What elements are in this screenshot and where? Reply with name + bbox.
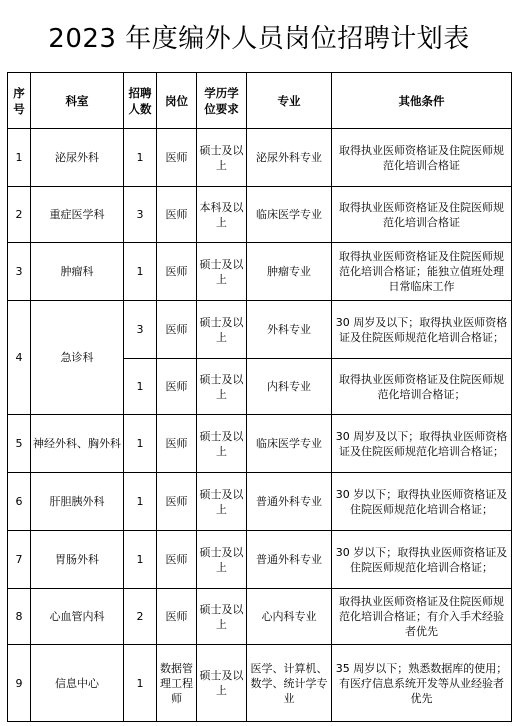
cell-major: 肿瘤专业 [247, 243, 332, 301]
cell-dept: 肿瘤科 [31, 243, 124, 301]
cell-edu: 本科及以上 [197, 187, 247, 243]
table-row [8, 645, 512, 722]
cell-no: 4 [8, 301, 31, 415]
table-header-row [8, 73, 512, 129]
cell-dept: 信息中心 [31, 645, 124, 722]
cell-dept: 胃肠外科 [31, 531, 124, 589]
cell-count: 1 [124, 531, 157, 589]
cell-count: 1 [124, 645, 157, 722]
header-count: 招聘人数 [124, 73, 157, 129]
header-other: 其他条件 [332, 73, 512, 129]
cell-dept: 心血管内科 [31, 589, 124, 645]
table-row [8, 243, 512, 301]
cell-other: 取得执业医师资格证及住院医师规范化培训合格证； [332, 359, 512, 415]
cell-count: 1 [124, 415, 157, 473]
header-major: 专业 [247, 73, 332, 129]
cell-post: 医师 [157, 531, 197, 589]
table-row [8, 473, 512, 531]
cell-no: 8 [8, 589, 31, 645]
cell-other: 取得执业医师资格证及住院医师规范化培训合格证；有介入手术经验者优先 [332, 589, 512, 645]
cell-major: 泌尿外科专业 [247, 129, 332, 187]
cell-count: 1 [124, 129, 157, 187]
cell-count: 3 [124, 187, 157, 243]
cell-edu: 硕士及以上 [197, 645, 247, 722]
cell-edu: 硕士及以上 [197, 129, 247, 187]
cell-edu: 硕士及以上 [197, 243, 247, 301]
cell-other: 35 周岁以下；熟悉数据库的使用；有医疗信息系统开发等从业经验者优先 [332, 645, 512, 722]
cell-dept: 泌尿外科 [31, 129, 124, 187]
cell-dept: 肝胆胰外科 [31, 473, 124, 531]
cell-major: 普通外科专业 [247, 473, 332, 531]
cell-no: 5 [8, 415, 31, 473]
cell-no: 7 [8, 531, 31, 589]
recruitment-table [7, 72, 512, 722]
cell-other: 30 周岁及以下；取得执业医师资格证及住院医师规范化培训合格证； [332, 301, 512, 359]
cell-post: 医师 [157, 415, 197, 473]
cell-count: 2 [124, 589, 157, 645]
cell-edu: 硕士及以上 [197, 415, 247, 473]
cell-major: 内科专业 [247, 359, 332, 415]
header-edu: 学历学位要求 [197, 73, 247, 129]
cell-edu: 硕士及以上 [197, 359, 247, 415]
cell-post: 医师 [157, 187, 197, 243]
header-dept: 科室 [31, 73, 124, 129]
cell-dept: 急诊科 [31, 301, 124, 415]
cell-other: 取得执业医师资格证及住院医师规范化培训合格证 [332, 187, 512, 243]
cell-other: 取得执业医师资格证及住院医师规范化培训合格证 [332, 129, 512, 187]
cell-no: 1 [8, 129, 31, 187]
cell-other: 取得执业医师资格证及住院医师规范化培训合格证；能独立值班处理日常临床工作 [332, 243, 512, 301]
cell-post: 医师 [157, 243, 197, 301]
cell-post: 医师 [157, 129, 197, 187]
table-row [8, 589, 512, 645]
cell-post: 医师 [157, 301, 197, 359]
page-title: 2023 年度编外人员岗位招聘计划表 [48, 23, 470, 54]
table-row [8, 129, 512, 187]
cell-count: 3 [124, 301, 157, 359]
cell-edu: 硕士及以上 [197, 589, 247, 645]
cell-no: 6 [8, 473, 31, 531]
cell-major: 临床医学专业 [247, 187, 332, 243]
cell-post: 数据管理工程师 [157, 645, 197, 722]
cell-count: 1 [124, 473, 157, 531]
header-no: 序号 [8, 73, 31, 129]
cell-dept: 重症医学科 [31, 187, 124, 243]
cell-major: 普通外科专业 [247, 531, 332, 589]
cell-count: 1 [124, 359, 157, 415]
cell-major: 临床医学专业 [247, 415, 332, 473]
cell-other: 30 岁以下；取得执业医师资格证及住院医师规范化培训合格证； [332, 473, 512, 531]
cell-dept: 神经外科、胸外科 [31, 415, 124, 473]
cell-major: 医学、计算机、数学、统计学专业 [247, 645, 332, 722]
cell-edu: 硕士及以上 [197, 473, 247, 531]
cell-major: 外科专业 [247, 301, 332, 359]
cell-no: 2 [8, 187, 31, 243]
table-row [8, 301, 512, 359]
cell-edu: 硕士及以上 [197, 531, 247, 589]
cell-post: 医师 [157, 359, 197, 415]
cell-other: 30 周岁及以下；取得执业医师资格证及住院医师规范化培训合格证； [332, 415, 512, 473]
cell-post: 医师 [157, 589, 197, 645]
cell-major: 心内科专业 [247, 589, 332, 645]
cell-no: 9 [8, 645, 31, 722]
cell-post: 医师 [157, 473, 197, 531]
table-row [8, 531, 512, 589]
cell-count: 1 [124, 243, 157, 301]
header-post: 岗位 [157, 73, 197, 129]
cell-other: 30 岁以下；取得执业医师资格证及住院医师规范化培训合格证； [332, 531, 512, 589]
cell-edu: 硕士及以上 [197, 301, 247, 359]
cell-no: 3 [8, 243, 31, 301]
table-row [8, 187, 512, 243]
table-row [8, 415, 512, 473]
